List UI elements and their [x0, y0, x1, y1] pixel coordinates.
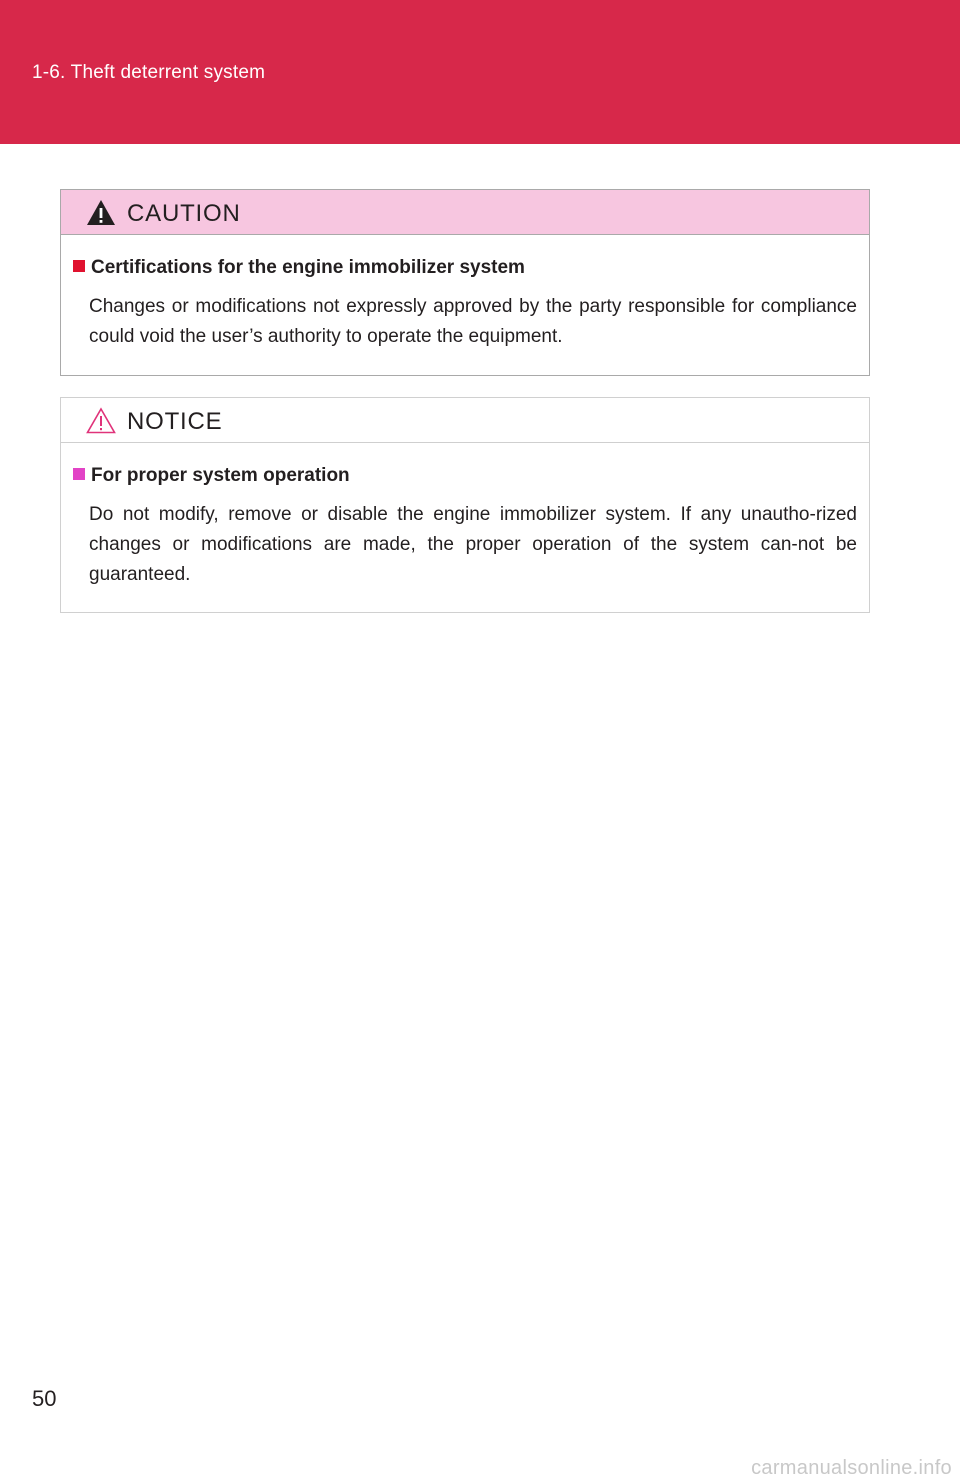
notice-item-heading-row: [73, 464, 857, 488]
square-bullet-icon: [73, 468, 85, 480]
notice-item-body: Do not modify, remove or disable the engine immobilizer system. If any unautho-rized changes or modifications are made, the proper operation of the system can-not be guaranteed.: [89, 504, 857, 585]
caution-item-heading-row: [73, 256, 857, 280]
caution-item: [73, 256, 857, 352]
warning-triangle-icon: [86, 199, 116, 226]
notice-box: [60, 397, 870, 613]
watermark: carmanualsonline.info: [751, 1457, 952, 1479]
caution-box: [60, 189, 870, 376]
notice-item: [73, 464, 857, 590]
notice-title: NOTICE: [127, 408, 223, 435]
notice-item-heading: For proper system operation: [91, 465, 350, 486]
page-number: 50: [32, 1386, 57, 1411]
section-header-bar: [0, 0, 960, 144]
warning-triangle-outline-icon: [86, 407, 116, 434]
notice-header: [61, 398, 869, 443]
square-bullet-icon: [73, 260, 85, 272]
caution-item-heading: Certifications for the engine immobilizer system: [91, 257, 525, 278]
caution-title: CAUTION: [127, 200, 241, 227]
caution-item-body: Changes or modifications not expressly approved by the party responsible for compliance could void the user’s authority to operate the equipment.: [89, 296, 857, 347]
section-title: 1-6. Theft deterrent system: [32, 62, 266, 83]
caution-header: [61, 190, 869, 235]
